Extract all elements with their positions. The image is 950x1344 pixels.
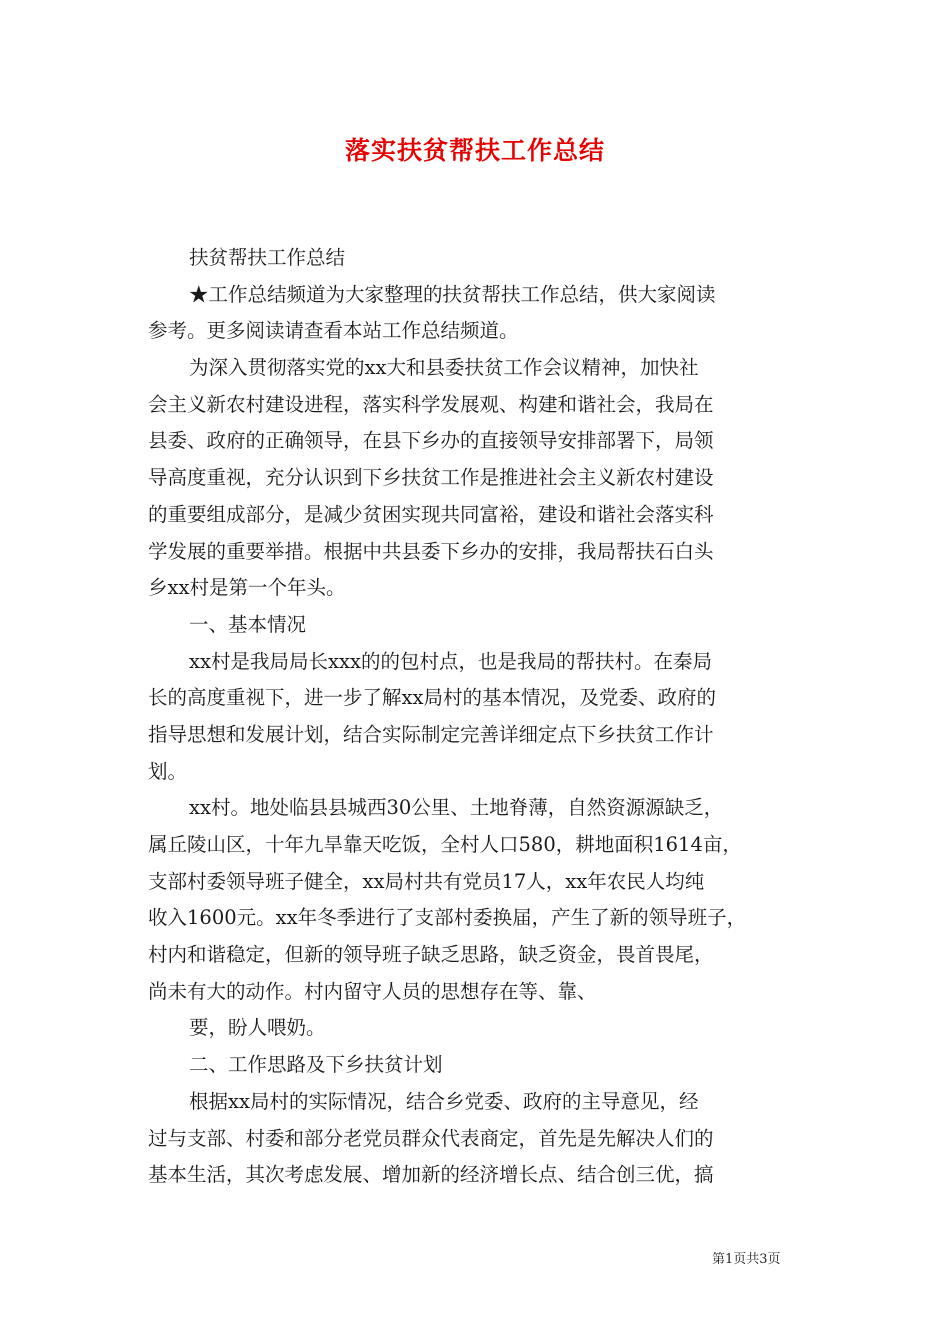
text-line: 过与支部、村委和部分老党员群众代表商定，首先是先解决人们的 bbox=[148, 1126, 714, 1150]
page-number: 第1页共3页 bbox=[712, 1252, 781, 1267]
text-line: 划。 bbox=[148, 759, 188, 783]
text-line: xx村是我局局长xxx的的包村点，也是我局的帮扶村。在秦局 bbox=[189, 649, 712, 673]
text-line: xx村。地处临县县城西30公里、土地脊薄，自然资源源缺乏， bbox=[189, 796, 724, 820]
text-line: 支部村委领导班子健全，xx局村共有党员17人，xx年农民人均纯 bbox=[148, 869, 705, 893]
text-line: 属丘陵山区，十年九旱靠天吃饭，全村人口580，耕地面积1614亩， bbox=[148, 833, 742, 856]
text-line: 基本生活，其次考虑发展、增加新的经济增长点、结合创三优，搞 bbox=[148, 1163, 714, 1187]
text-line: 县委、政府的正确领导，在县下乡办的直接领导安排部署下，局领 bbox=[148, 429, 714, 453]
section-heading: 一、基本情况 bbox=[189, 612, 307, 636]
text-line: 根据xx局村的实际情况，结合乡党委、政府的主导意见，经 bbox=[189, 1089, 699, 1113]
text-line: 会主义新农村建设进程，落实科学发展观、构建和谐社会，我局在 bbox=[148, 392, 714, 416]
text-line: 要，盼人喂奶。 bbox=[189, 1016, 326, 1040]
text-line: 为深入贯彻落实党的xx大和县委扶贫工作会议精神，加快社 bbox=[189, 356, 699, 380]
text-line: 尚未有大的动作。村内留守人员的思想存在等、靠、 bbox=[148, 979, 597, 1003]
section-heading: 二、工作思路及下乡扶贫计划 bbox=[189, 1053, 443, 1077]
text-line: 村内和谐稳定，但新的领导班子缺乏思路，缺乏资金，畏首畏尾， bbox=[148, 943, 714, 967]
text-line: 的重要组成部分，是减少贫困实现共同富裕，建设和谐社会落实科 bbox=[148, 502, 714, 526]
text-line: 参考。更多阅读请查看本站工作总结频道。 bbox=[148, 319, 519, 343]
page-title: 落实扶贫帮扶工作总结 bbox=[344, 136, 605, 165]
text-line: 导高度重视，充分认识到下乡扶贫工作是推进社会主义新农村建设 bbox=[148, 466, 714, 490]
text-line: 长的高度重视下，进一步了解xx局村的基本情况，及党委、政府的 bbox=[148, 686, 716, 710]
document-body bbox=[148, 240, 813, 1194]
text-line: 指导思想和发展计划，结合实际制定完善详细定点下乡扶贫工作计 bbox=[148, 722, 714, 746]
text-line: 学发展的重要举措。根据中共县委下乡办的安排，我局帮扶石白头 bbox=[148, 539, 714, 563]
text-line: 乡xx村是第一个年头。 bbox=[148, 576, 346, 600]
text-line: 收入1600元。xx年冬季进行了支部村委换届，产生了新的领导班子， bbox=[148, 906, 747, 930]
text-line: 扶贫帮扶工作总结 bbox=[189, 246, 346, 269]
text-line: ★工作总结频道为大家整理的扶贫帮扶工作总结，供大家阅读 bbox=[189, 282, 716, 306]
